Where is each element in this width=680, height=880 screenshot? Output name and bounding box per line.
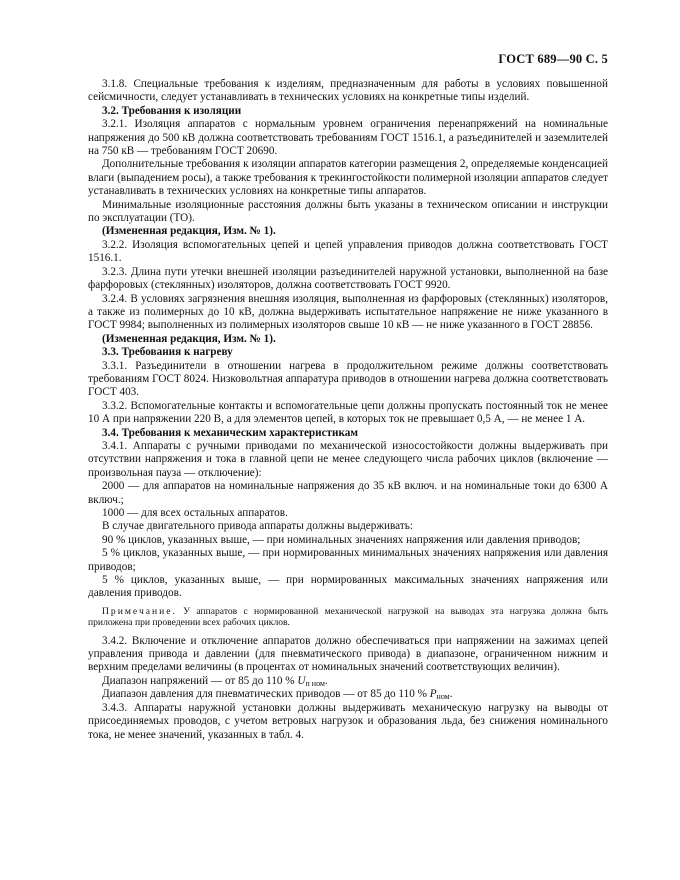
list-item-5-percent-max: 5 % циклов, указанных выше, — при нормированных максимальных значениях напряжения или давления приводов. (88, 574, 608, 600)
paragraph-3-4-1: 3.4.1. Аппараты с ручными приводами по механической износостойкости должны выдерживать при отсутствии напряжения и тока в главной цепи не менее следующего числа рабочих циклов (включение — произвольная пауза — отключение): (88, 439, 608, 479)
pressure-variable: P (429, 688, 437, 701)
section-heading-3-3: 3.3. Требования к нагреву (102, 346, 233, 359)
pressure-range: Диапазон давления для пневматических приводов — от 85 до 110 % $P_{ном}$. (102, 688, 453, 702)
amendment-note-2: (Измененная редакция, Изм. № 1). (102, 332, 276, 345)
document-body (88, 78, 608, 742)
paragraph-motor-drive: В случае двигательного привода аппараты должны выдерживать: (102, 520, 413, 533)
paragraph-3-3-2: 3.3.2. Вспомогательные контакты и вспомогательные цепи должны пропускать постоянный ток не менее 10 А при напряжении 220 В, а для элементов цепей, в которых ток не превышает 0,5 А, — не менее 1 А. (88, 399, 608, 426)
voltage-variable: U (297, 674, 306, 687)
section-heading-3-4: 3.4. Требования к механическим характеристикам (102, 426, 358, 439)
paragraph-3-2-4: 3.2.4. В условиях загрязнения внешняя изоляция, выполненная из фарфоровых (стеклянных) изоляторов, а также из полимерных до 10 кВ, должна выдерживать испытательное напряжение не ниже указанного в ГОСТ 9984; выполненных из полимерных изоляторов свыше 10 кВ — не ниже указанного в ГОСТ 28856. (88, 292, 608, 332)
pressure-range-text: Диапазон давления для пневматических приводов — от 85 до 110 % (102, 688, 427, 701)
paragraph-3-2-2: 3.2.2. Изоляция вспомогательных цепей и цепей управления приводов должна соответствовать ГОСТ 1516.1. (88, 238, 608, 265)
paragraph-3-1-8: 3.1.8. Специальные требования к изделиям, предназначенным для работы в условиях повышенной сейсмичности, следует устанавливать в технических условиях на конкретные типы изделий. (88, 78, 608, 104)
list-item-1000: 1000 — для всех остальных аппаратов. (102, 507, 288, 519)
paragraph-3-2-1-additional: Дополнительные требования к изоляции аппаратов категории размещения 2, определяемые конденсацией влаги (выпадением росы), а также требования к трекингостойкости полимерной изоляции аппаратов следует устанавливать в технических условиях на конкретные типы аппаратов. (88, 158, 608, 198)
note (88, 606, 608, 629)
list-item-90-percent: 90 % циклов, указанных выше, — при номинальных значениях напряжения или давления приводов; (102, 533, 581, 546)
voltage-subscript: п ном (305, 678, 325, 688)
note-text: У аппаратов с нормированной механической нагрузкой на выводах эта нагрузка должна быть приложена при проведении всех рабочих циклов. (88, 605, 608, 629)
section-heading-3-2: 3.2. Требования к изоляции (102, 104, 242, 117)
paragraph-3-2-1: 3.2.1. Изоляция аппаратов с нормальным уровнем ограничения перенапряжений на номинальные напряжения до 500 кВ должна соответствовать требованиям ГОСТ 1516.1, а разъединителей и заземлителей на 750 кВ — требованиям ГОСТ 20690. (88, 118, 608, 158)
list-item-2000: 2000 — для аппаратов на номинальные напряжения до 35 кВ включ. и на номинальные токи до 6300 А включ.; (88, 480, 608, 506)
page-header: ГОСТ 689—90 С. 5 (498, 52, 608, 66)
amendment-note-1: (Измененная редакция, Изм. № 1). (102, 225, 276, 238)
pressure-subscript: ном (436, 692, 450, 702)
paragraph-3-2-3: 3.2.3. Длина пути утечки внешней изоляции разъединителей наружной установки, выполненной на базе фарфоровых (стеклянных) изоляторов, должна соответствовать ГОСТ 9920. (88, 265, 608, 292)
paragraph-3-4-3: 3.4.3. Аппараты наружной установки должны выдерживать механическую нагрузку на выводы от присоединяемых проводов, с учетом ветровых нагрузок и образования льда, без снижения номинального тока, не менее значений, указанных в табл. 4. (88, 701, 608, 741)
voltage-range: Диапазон напряжений — от 85 до 110 % $U_{п ном}$. (102, 674, 328, 688)
paragraph-3-2-1-minimal: Минимальные изоляционные расстояния должны быть указаны в техническом описании и инструкции по эксплуатации (ТО). (88, 198, 608, 225)
paragraph-3-4-2: 3.4.2. Включение и отключение аппаратов должно обеспечиваться при напряжении на зажимах цепей управления привода и давлении (для пневматического привода) в диапазоне, ограниченном нижним и верхним пределами величины (в процентах от номинальных значений соответствующих величин). (88, 634, 608, 674)
voltage-range-text: Диапазон напряжений — от 85 до 110 % (102, 674, 295, 687)
list-item-5-percent-min: 5 % циклов, указанных выше, — при нормированных минимальных значениях напряжения или давления приводов; (88, 547, 608, 573)
note-label: Примечание. (102, 605, 177, 617)
paragraph-3-3-1: 3.3.1. Разъединители в отношении нагрева в продолжительном режиме должны соответствовать требованиям ГОСТ 8024. Низковольтная аппаратура приводов в отношении нагрева должна соответствовать ГОСТ 403. (88, 359, 608, 399)
